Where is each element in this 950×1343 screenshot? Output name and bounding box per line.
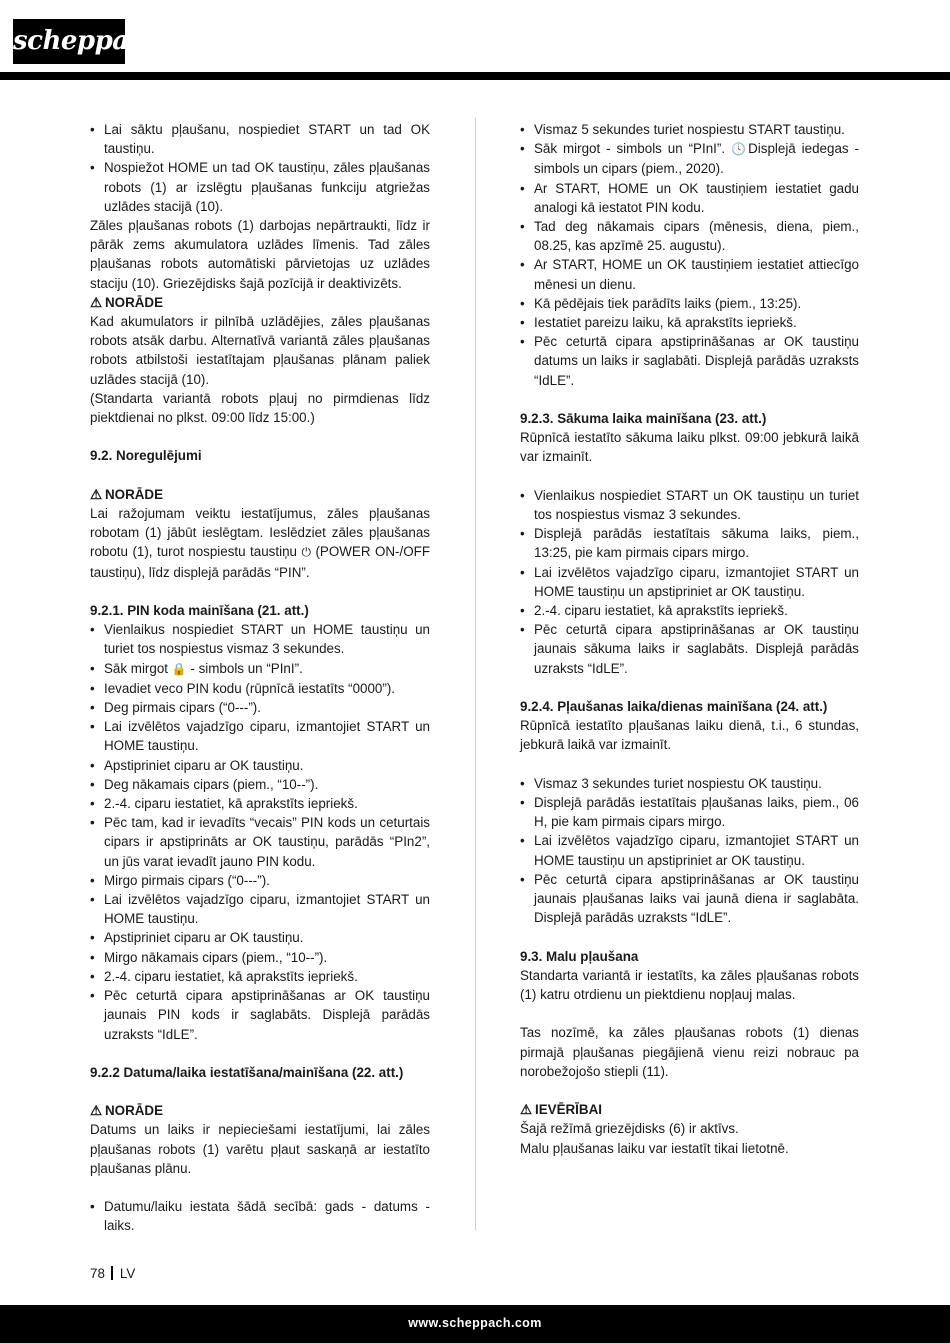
warning-icon: ⚠	[90, 294, 103, 310]
paragraph: Datums un laiks ir nepieciešami iestatījumi, lai zāles pļaušanas robots (1) varētu pļaut saskaņā ar iestatīto pļaušanas plānu.	[90, 1122, 430, 1176]
mowing-time-list	[520, 774, 859, 928]
list-item: • Ievadiet veco PIN kodu (rūpnīcā iestatīts “0000”).	[90, 679, 430, 698]
list-item: • Ar START, HOME un OK taustiņiem iestatiet gadu analogi kā iestatot PIN kodu.	[520, 179, 859, 217]
paragraph: Rūpnīcā iestatīto pļaušanas laiku dienā, t.i., 6 stundas, jebkurā laikā var izmainīt.	[520, 718, 859, 753]
warning-icon: ⚠	[90, 486, 103, 502]
list-item: • Mirgo pirmais cipars (“0---”).	[90, 871, 430, 890]
list-item: • Pēc ceturtā cipara apstiprināšanas ar OK taustiņu jaunais pļaušanas laiks vai jaunā diena ir saglabāta. Displejā parādās uzraksts “IdLE”.	[520, 870, 859, 928]
section-heading: 9.2.3. Sākuma laika mainīšana (23. att.)	[520, 411, 767, 427]
list-item: • Ar START, HOME un OK taustiņiem iestatiet attiecīgo mēnesi un dienu.	[520, 255, 859, 293]
page-footer	[90, 1266, 135, 1282]
start-time-list	[520, 486, 859, 678]
list-item: • Lai izvēlētos vajadzīgo ciparu, izmantojiet START un HOME taustiņu un apstipriniet ar OK taustiņu.	[520, 831, 859, 869]
page-number: 78	[90, 1266, 105, 1281]
caution-line: Malu pļaušanas laiku var iestatīt tikai lietotnē.	[520, 1140, 789, 1156]
list-item: • Deg pirmais cipars (“0---”).	[90, 698, 430, 717]
date-steps-list	[520, 120, 859, 390]
list-item: • Apstipriniet ciparu ar OK taustiņu.	[90, 928, 430, 947]
list-item: • Tad deg nākamais cipars (mēnesis, diena, piem., 08.25, kas apzīmē 25. augustu).	[520, 217, 859, 255]
list-item: • Nospiežot HOME un tad OK taustiņu, zāles pļaušanas robots (1) ar izslēgtu pļaušanas funkciju atgriežas uzlādes stacijā (10).	[90, 158, 430, 216]
section-heading: 9.2. Noregulējumi	[90, 448, 202, 464]
power-icon: ⏻	[301, 545, 311, 560]
paragraph: Kad akumulators ir pilnībā uzlādējies, zāles pļaušanas robots atsāk darbu. Alternatīvā variantā zāles pļaušanas robots atbilstoši iestatītajam pļaušanas plānam paliek uzlādes stacijā (10).	[90, 314, 430, 387]
footer-url: www.scheppach.com	[0, 1305, 950, 1343]
list-item: • Vismaz 5 sekundes turiet nospiestu START taustiņu.	[520, 120, 859, 139]
caution-line: Šajā režīmā griezējdisks (6) ir aktīvs.	[520, 1121, 739, 1137]
list-item: • Deg nākamais cipars (piem., “10--”).	[90, 775, 430, 794]
note-heading: ⚠ NORĀDE	[90, 485, 430, 504]
paragraph: Standarta variantā ir iestatīts, ka zāles pļaušanas robots (1) katru otrdienu un piektdienu nopļauj malas.	[520, 967, 859, 1003]
paragraph: Lai ražojumam veiktu iestatījumus, zāles pļaušanas robotam (1) jābūt ieslēgtam. Ieslēdziet zāles pļaušanas robotu (1), turot nospiestu taustiņu ⏻ (POWER ON-/OFF taustiņu), līdz displejā parādās “PIN”.	[90, 506, 430, 580]
pin-list	[90, 620, 430, 1043]
language-code: LV	[119, 1266, 136, 1281]
list-item: • Displejā parādās iestatītais pļaušanas laiks, piem., 06 H, pie kam pirmais cipars mirgo.	[520, 793, 859, 831]
list-item: • Pēc tam, kad ir ievadīts “vecais” PIN kods un ceturtais cipars ir apstiprināts ar OK taustiņu, parādās “PIn2”, un jūs varat ievadīt jauno PIN kodu.	[90, 813, 430, 871]
list-item: • Pēc ceturtā cipara apstiprināšanas ar OK taustiņu jaunais sākuma laiks ir saglabāts. Displejā parādās uzraksts “IdLE”.	[520, 620, 859, 678]
note-heading: ⚠ NORĀDE	[90, 1101, 430, 1120]
warning-icon: ⚠	[520, 1102, 533, 1118]
list-item: • Lai izvēlētos vajadzīgo ciparu, izmantojiet START un HOME taustiņu.	[90, 717, 430, 755]
paragraph: Tas nozīmē, ka zāles pļaušanas robots (1) dienas pirmajā pļaušanas piegājienā vienu reizi nobrauc pa norobežojošo stiepli (11).	[520, 1025, 859, 1079]
clock-icon: 🕓	[730, 142, 749, 157]
brand-logo: scheppach	[13, 19, 125, 64]
list-item: • Pēc ceturtā cipara apstiprināšanas ar OK taustiņu datums un laiks ir saglabāti. Displejā parādās uzraksts “IdLE”.	[520, 332, 859, 390]
paragraph: Rūpnīcā iestatīto sākuma laiku plkst. 09:00 jebkurā laikā var izmainīt.	[520, 430, 859, 465]
caution-heading: ⚠ IEVĒRĪBAI	[520, 1100, 859, 1119]
right-column	[520, 120, 859, 1158]
column-divider	[475, 118, 476, 1230]
paragraph: (Standarta variantā robots pļauj no pirmdienas līdz piektdienai no plkst. 09:00 līdz 15:00.)	[90, 390, 430, 426]
list-item: • Vienlaikus nospiediet START un OK taustiņu un turiet tos nospiestus vismaz 3 sekundes.	[520, 486, 859, 524]
footer-divider	[111, 1266, 113, 1280]
list-item: • 2.-4. ciparu iestatiet, kā aprakstīts iepriekš.	[520, 601, 859, 620]
section-heading: 9.2.1. PIN koda mainīšana (21. att.)	[90, 603, 309, 619]
left-column	[90, 120, 430, 1236]
list-item: • Iestatiet pareizu laiku, kā aprakstīts iepriekš.	[520, 313, 859, 332]
note-heading: ⚠ NORĀDE	[90, 293, 430, 312]
list-item: • 2.-4. ciparu iestatiet, kā aprakstīts iepriekš.	[90, 794, 430, 813]
lock-icon: 🔒	[171, 661, 187, 676]
list-item: • Lai izvēlētos vajadzīgo ciparu, izmantojiet START un HOME taustiņu un apstipriniet ar OK taustiņu.	[520, 563, 859, 601]
list-item: • Vienlaikus nospiediet START un HOME taustiņu un turiet tos nospiestus vismaz 3 sekundes.	[90, 620, 430, 658]
list-item: • Vismaz 3 sekundes turiet nospiestu OK taustiņu.	[520, 774, 859, 793]
list-item: • Apstipriniet ciparu ar OK taustiņu.	[90, 756, 430, 775]
date-list	[90, 1197, 430, 1235]
list-item: • Displejā parādās iestatītais sākuma laiks, piem., 13:25, pie kam pirmais cipars mirgo.	[520, 524, 859, 562]
list-item: • Sāk mirgot 🔒 - simbols un “PInI”.	[90, 659, 430, 679]
intro-list	[90, 120, 430, 216]
list-item: • Mirgo nākamais cipars (piem., “10--”).	[90, 948, 430, 967]
list-item: • Lai izvēlētos vajadzīgo ciparu, izmantojiet START un HOME taustiņu.	[90, 890, 430, 928]
list-item: • Pēc ceturtā cipara apstiprināšanas ar OK taustiņu jaunais PIN kods ir saglabāts. Displejā parādās uzraksts “IdLE”.	[90, 986, 430, 1044]
list-item: • Lai sāktu pļaušanu, nospiediet START un tad OK taustiņu.	[90, 120, 430, 158]
section-heading: 9.2.2 Datuma/laika iestatīšana/mainīšana (22. att.)	[90, 1064, 404, 1080]
header-rule	[0, 72, 950, 80]
list-item: • Sāk mirgot - simbols un “PInI”. 🕓Displejā iedegas - simbols un cipars (piem., 2020).	[520, 139, 859, 178]
list-item: • Kā pēdējais tiek parādīts laiks (piem., 13:25).	[520, 294, 859, 313]
section-heading: 9.3. Malu pļaušana	[520, 948, 639, 964]
section-heading: 9.2.4. Pļaušanas laika/dienas mainīšana (24. att.)	[520, 699, 828, 715]
list-item: • Datumu/laiku iestata šādā secībā: gads - datums - laiks.	[90, 1197, 430, 1235]
paragraph: Zāles pļaušanas robots (1) darbojas nepārtraukti, līdz ir pārāk zems akumulatora uzlādes līmenis. Tad zāles pļaušanas robots automātiski pārvietojas uz uzlādes staciju (10). Griezējdisks šajā pozīcijā ir deaktivizēts.	[90, 218, 430, 291]
warning-icon: ⚠	[90, 1103, 103, 1119]
list-item: • 2.-4. ciparu iestatiet, kā aprakstīts iepriekš.	[90, 967, 430, 986]
